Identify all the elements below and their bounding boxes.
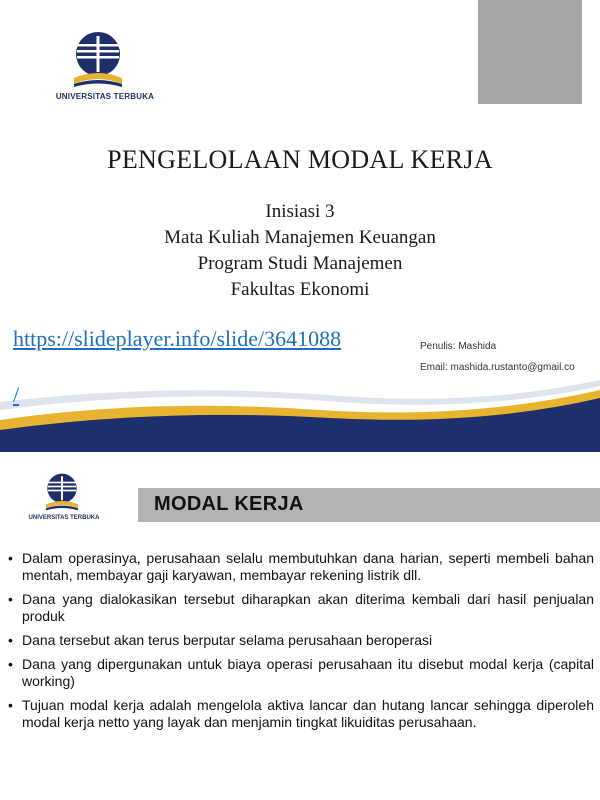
slideplayer-link-tail[interactable]: /: [13, 382, 20, 407]
subtitle-line-3: Program Studi Manajemen: [197, 253, 403, 274]
slide-separator: [0, 452, 600, 462]
bullet-text: Dalam operasinya, perusahaan selalu membutuhkan dana harian, seperti membeli bahan mentah, membayar gaji karyawan, membayar rekening listrik dll.: [22, 550, 594, 583]
university-emblem-icon: [68, 30, 128, 92]
gray-placeholder-box: [478, 0, 582, 104]
list-item: [8, 697, 594, 731]
slide-modal-kerja: [0, 462, 600, 800]
slideplayer-link[interactable]: https://slideplayer.info/slide/3641088: [13, 326, 342, 351]
bullet-text: Dana yang dialokasikan tersebut diharapkan akan diterima kembali dari hasil penjualan produk: [22, 591, 594, 624]
university-emblem-icon: [42, 472, 82, 514]
university-logo-small: [24, 472, 114, 532]
slide-title-text: PENGELOLAAN MODAL KERJA: [107, 145, 493, 174]
bullet-icon: •: [8, 632, 13, 648]
list-item: [8, 550, 594, 584]
bullet-text: Dana yang dipergunakan untuk biaya operasi perusahaan itu disebut modal kerja (capital working): [22, 656, 594, 689]
subtitle-line-2: Mata Kuliah Manajemen Keuangan: [164, 227, 436, 248]
list-item: [8, 632, 594, 649]
list-item: [8, 656, 594, 690]
decorative-wave-band: [0, 380, 600, 452]
email-label: Email: mashida.rustanto@gmail.co: [420, 362, 575, 373]
bullet-icon: •: [8, 697, 13, 713]
subtitle-line-4: Fakultas Ekonomi: [230, 279, 370, 300]
author-label: Penulis: Mashida: [420, 341, 497, 352]
bullet-text: Tujuan modal kerja adalah mengelola aktiva lancar dan hutang lancar sehingga diperoleh modal kerja netto yang layak dan menjamin tingkat likuiditas perusahaan.: [22, 697, 594, 730]
subtitle-line-1: Inisiasi 3: [265, 201, 335, 222]
bullet-text: Dana tersebut akan terus berputar selama perusahaan beroperasi: [22, 632, 433, 648]
logo-label: UNIVERSITAS TERBUKA: [28, 515, 100, 521]
bullet-icon: •: [8, 550, 13, 566]
bullet-icon: •: [8, 591, 13, 607]
section-banner: [138, 488, 600, 522]
bullet-icon: •: [8, 656, 13, 672]
section-title: MODAL KERJA: [154, 493, 304, 515]
list-item: [8, 591, 594, 625]
university-logo: [50, 30, 190, 110]
logo-label: UNIVERSITAS TERBUKA: [55, 92, 155, 101]
bullet-list: [8, 550, 594, 738]
